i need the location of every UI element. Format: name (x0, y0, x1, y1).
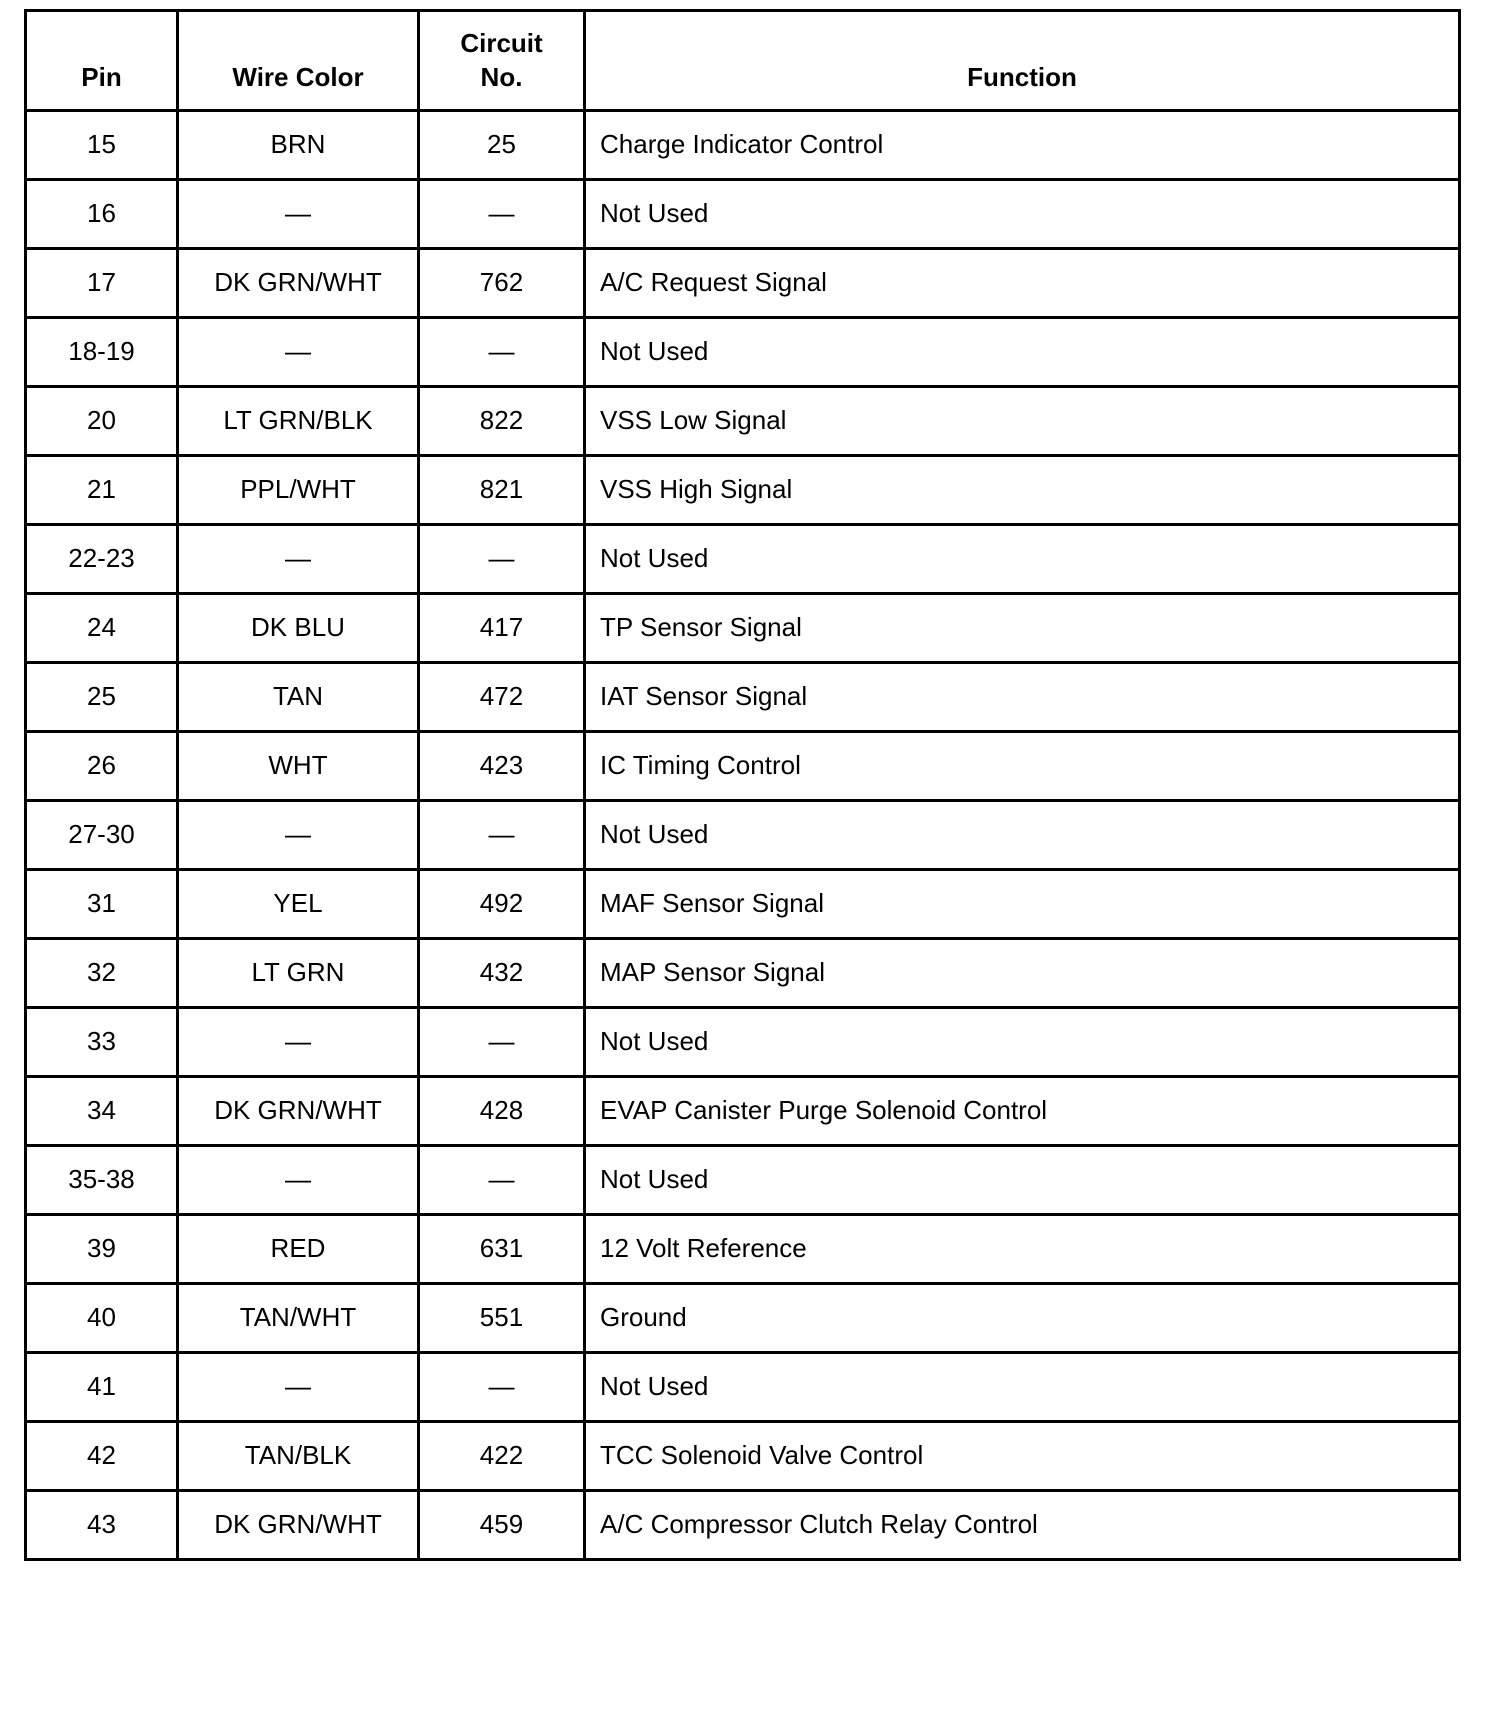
function-cell: MAP Sensor Signal (585, 939, 1460, 1008)
header-row (26, 11, 1460, 111)
circuit-no-cell: 428 (419, 1077, 585, 1146)
circuit-no-cell: 432 (419, 939, 585, 1008)
pin-cell: 15 (26, 111, 178, 180)
pin-cell: 31 (26, 870, 178, 939)
circuit-no-cell: 631 (419, 1215, 585, 1284)
pin-cell: 21 (26, 456, 178, 525)
table-row (26, 870, 1460, 939)
pin-cell: 39 (26, 1215, 178, 1284)
function-cell: Charge Indicator Control (585, 111, 1460, 180)
circuit-no-cell: 822 (419, 387, 585, 456)
pin-cell: 16 (26, 180, 178, 249)
function-cell: Not Used (585, 525, 1460, 594)
pin-cell: 24 (26, 594, 178, 663)
function-cell: EVAP Canister Purge Solenoid Control (585, 1077, 1460, 1146)
circuit-no-cell: 492 (419, 870, 585, 939)
circuit-no-cell: — (419, 318, 585, 387)
wire-color-cell: — (178, 525, 419, 594)
circuit-no-cell: 459 (419, 1491, 585, 1560)
table-row (26, 801, 1460, 870)
table-body (26, 111, 1460, 1560)
header-pin: Pin (26, 11, 178, 111)
circuit-no-cell: 551 (419, 1284, 585, 1353)
wire-color-cell: DK GRN/WHT (178, 1491, 419, 1560)
circuit-no-cell: 25 (419, 111, 585, 180)
table-row (26, 525, 1460, 594)
wire-color-cell: — (178, 801, 419, 870)
table-row (26, 732, 1460, 801)
pin-cell: 17 (26, 249, 178, 318)
table-row (26, 387, 1460, 456)
pin-cell: 32 (26, 939, 178, 1008)
circuit-no-cell: — (419, 1008, 585, 1077)
table-row (26, 456, 1460, 525)
function-cell: TP Sensor Signal (585, 594, 1460, 663)
table-row (26, 939, 1460, 1008)
pin-cell: 27-30 (26, 801, 178, 870)
function-cell: IC Timing Control (585, 732, 1460, 801)
circuit-no-cell: 472 (419, 663, 585, 732)
function-cell: Not Used (585, 1146, 1460, 1215)
table-row (26, 1284, 1460, 1353)
table-row (26, 1215, 1460, 1284)
pin-cell: 40 (26, 1284, 178, 1353)
wire-color-cell: TAN (178, 663, 419, 732)
header-circuit-line2: No. (480, 62, 523, 93)
wire-color-cell: RED (178, 1215, 419, 1284)
table-row (26, 111, 1460, 180)
table-row (26, 663, 1460, 732)
wire-color-cell: — (178, 318, 419, 387)
table-row (26, 180, 1460, 249)
function-cell: 12 Volt Reference (585, 1215, 1460, 1284)
header-wire-color: Wire Color (178, 11, 419, 111)
table-row (26, 1353, 1460, 1422)
wire-color-cell: DK GRN/WHT (178, 1077, 419, 1146)
function-cell: VSS High Signal (585, 456, 1460, 525)
circuit-no-cell: — (419, 1146, 585, 1215)
table-row (26, 1077, 1460, 1146)
wire-color-cell: WHT (178, 732, 419, 801)
wire-color-cell: TAN/WHT (178, 1284, 419, 1353)
table-header (26, 11, 1460, 111)
function-cell: A/C Compressor Clutch Relay Control (585, 1491, 1460, 1560)
wire-color-cell: DK GRN/WHT (178, 249, 419, 318)
wire-color-cell: LT GRN/BLK (178, 387, 419, 456)
pin-cell: 20 (26, 387, 178, 456)
table-row (26, 1491, 1460, 1560)
circuit-no-cell: 417 (419, 594, 585, 663)
connector-pinout-table (24, 9, 1461, 1561)
table-row (26, 1422, 1460, 1491)
wire-color-cell: — (178, 1353, 419, 1422)
table-row (26, 1008, 1460, 1077)
header-function: Function (585, 11, 1460, 111)
circuit-no-cell: 821 (419, 456, 585, 525)
pin-cell: 33 (26, 1008, 178, 1077)
function-cell: Ground (585, 1284, 1460, 1353)
function-cell: TCC Solenoid Valve Control (585, 1422, 1460, 1491)
wire-color-cell: BRN (178, 111, 419, 180)
table-row (26, 249, 1460, 318)
function-cell: MAF Sensor Signal (585, 870, 1460, 939)
circuit-no-cell: 762 (419, 249, 585, 318)
function-cell: Not Used (585, 1353, 1460, 1422)
header-circuit-line1: Circuit (460, 28, 543, 59)
wire-color-cell: — (178, 180, 419, 249)
pin-cell: 34 (26, 1077, 178, 1146)
circuit-no-cell: — (419, 801, 585, 870)
circuit-no-cell: 423 (419, 732, 585, 801)
circuit-no-cell: — (419, 525, 585, 594)
function-cell: Not Used (585, 1008, 1460, 1077)
pin-cell: 43 (26, 1491, 178, 1560)
wire-color-cell: LT GRN (178, 939, 419, 1008)
function-cell: Not Used (585, 318, 1460, 387)
wire-color-cell: PPL/WHT (178, 456, 419, 525)
wire-color-cell: DK BLU (178, 594, 419, 663)
circuit-no-cell: — (419, 1353, 585, 1422)
function-cell: Not Used (585, 180, 1460, 249)
function-cell: A/C Request Signal (585, 249, 1460, 318)
circuit-no-cell: — (419, 180, 585, 249)
table-row (26, 594, 1460, 663)
pin-cell: 18-19 (26, 318, 178, 387)
pin-cell: 35-38 (26, 1146, 178, 1215)
wire-color-cell: TAN/BLK (178, 1422, 419, 1491)
pin-cell: 42 (26, 1422, 178, 1491)
wire-color-cell: YEL (178, 870, 419, 939)
wire-color-cell: — (178, 1146, 419, 1215)
pin-cell: 25 (26, 663, 178, 732)
circuit-no-cell: 422 (419, 1422, 585, 1491)
pin-cell: 22-23 (26, 525, 178, 594)
pin-cell: 26 (26, 732, 178, 801)
wire-color-cell: — (178, 1008, 419, 1077)
pin-cell: 41 (26, 1353, 178, 1422)
function-cell: Not Used (585, 801, 1460, 870)
function-cell: VSS Low Signal (585, 387, 1460, 456)
function-cell: IAT Sensor Signal (585, 663, 1460, 732)
table-row (26, 318, 1460, 387)
header-circuit-no (419, 11, 585, 111)
table-row (26, 1146, 1460, 1215)
